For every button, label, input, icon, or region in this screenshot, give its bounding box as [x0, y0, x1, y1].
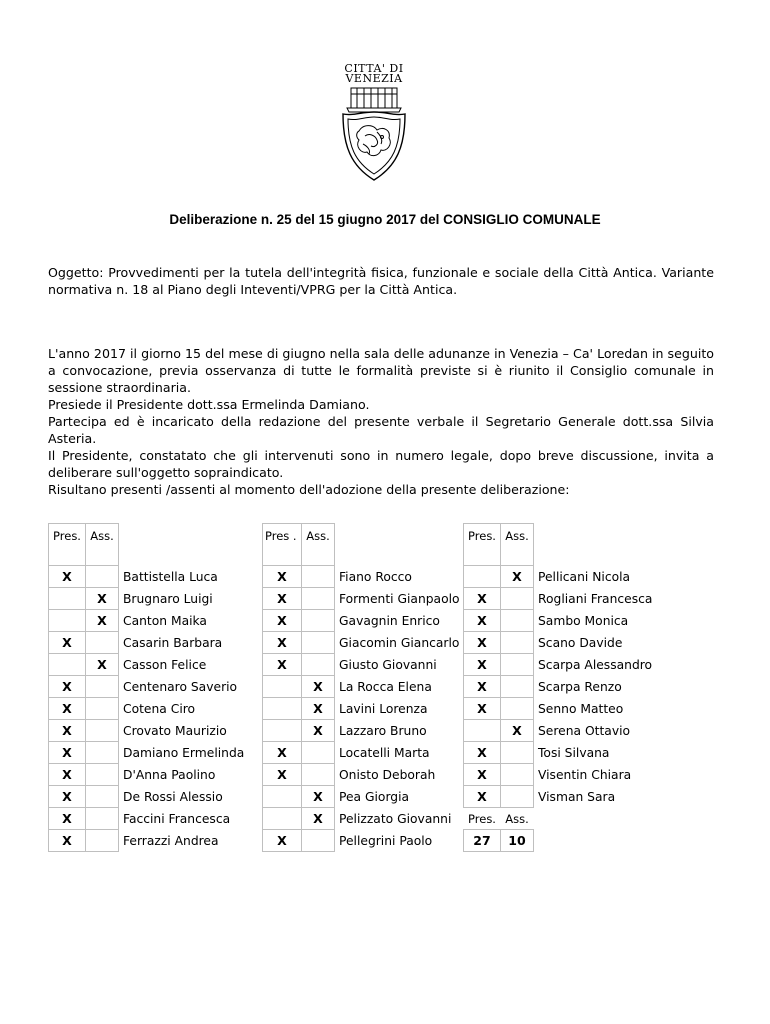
- table-row: [464, 676, 668, 698]
- total-present: 27: [464, 830, 501, 852]
- absent-mark: [501, 654, 534, 676]
- header-pres: Pres.: [49, 524, 86, 566]
- table-row: [263, 632, 469, 654]
- councillor-name: Locatelli Marta: [339, 745, 430, 760]
- total-absent: 10: [501, 830, 534, 852]
- councillor-name: Serena Ottavio: [538, 723, 631, 738]
- table-header-row: [464, 524, 668, 566]
- attendance-intro: Risultano presenti /assenti al momento dell'adozione della presente deliberazione:: [48, 482, 570, 497]
- table-row: [263, 742, 469, 764]
- table-row: [263, 830, 469, 852]
- present-mark: X: [49, 632, 86, 654]
- absent-mark: [86, 632, 119, 654]
- header-ass: Ass.: [501, 524, 534, 566]
- councillor-name: Ferrazzi Andrea: [123, 833, 219, 848]
- present-mark: X: [49, 830, 86, 852]
- absent-mark: [501, 764, 534, 786]
- totals-pres-label: Pres.: [468, 811, 496, 826]
- absent-mark: [501, 632, 534, 654]
- header-name-blank: [335, 524, 469, 566]
- table-header-row: [263, 524, 469, 566]
- councillor-name: Gavagnin Enrico: [339, 613, 440, 628]
- present-mark: [464, 566, 501, 588]
- councillor-name: Lazzaro Bruno: [339, 723, 427, 738]
- present-mark: X: [263, 742, 302, 764]
- subject-paragraph: Oggetto: Provvedimenti per la tutela dell'integrità fisica, funzionale e sociale della Città Antica. Variante normativa n. 18 al Piano degli Inteventi/VPRG per la Città Antica.: [48, 265, 714, 297]
- totals-row: [464, 830, 668, 852]
- header-pres: Pres.: [464, 524, 501, 566]
- councillor-name: Pellicani Nicola: [538, 569, 631, 584]
- present-mark: X: [263, 830, 302, 852]
- crest-shield-icon: [337, 86, 411, 182]
- councillor-name: Lavini Lorenza: [339, 701, 428, 716]
- document-title: Deliberazione n. 25 del 15 giugno 2017 del CONSIGLIO COMUNALE: [169, 212, 601, 227]
- councillor-name: Scano Davide: [538, 635, 623, 650]
- present-mark: X: [49, 720, 86, 742]
- present-mark: X: [263, 566, 302, 588]
- councillor-name: Giusto Giovanni: [339, 657, 437, 672]
- absent-mark: X: [302, 698, 335, 720]
- table-row: [464, 764, 668, 786]
- crest-wordmark: [337, 64, 411, 84]
- absent-mark: [501, 786, 534, 808]
- councillor-name: La Rocca Elena: [339, 679, 432, 694]
- councillor-name: D'Anna Paolino: [123, 767, 216, 782]
- table-row: [49, 566, 253, 588]
- councillor-name: Rogliani Francesca: [538, 591, 653, 606]
- totals-ass-label: Ass.: [505, 811, 529, 826]
- present-mark: [49, 610, 86, 632]
- councillor-name: Visman Sara: [538, 789, 616, 804]
- present-mark: [263, 676, 302, 698]
- table-row: [263, 610, 469, 632]
- councillor-name: Tosi Silvana: [538, 745, 610, 760]
- absent-mark: [86, 720, 119, 742]
- table-row: [263, 654, 469, 676]
- absent-mark: [86, 830, 119, 852]
- councillor-name: Formenti Gianpaolo: [339, 591, 460, 606]
- absent-mark: X: [86, 610, 119, 632]
- present-mark: X: [263, 632, 302, 654]
- present-mark: [49, 654, 86, 676]
- table-row: [49, 588, 253, 610]
- table-row: [263, 808, 469, 830]
- absent-mark: [501, 610, 534, 632]
- table-row: [49, 830, 253, 852]
- table-row: [49, 698, 253, 720]
- councillor-name: Casarin Barbara: [123, 635, 223, 650]
- councillor-name: Faccini Francesca: [123, 811, 231, 826]
- present-mark: X: [49, 808, 86, 830]
- absent-mark: [302, 830, 335, 852]
- table-row: [49, 676, 253, 698]
- councillor-name: De Rossi Alessio: [123, 789, 223, 804]
- present-mark: X: [464, 632, 501, 654]
- crest-line-2: VENEZIA: [345, 72, 403, 85]
- table-row: [464, 742, 668, 764]
- absent-mark: [86, 764, 119, 786]
- present-mark: X: [464, 588, 501, 610]
- header-ass: Ass.: [302, 524, 335, 566]
- present-mark: X: [49, 742, 86, 764]
- absent-mark: [86, 742, 119, 764]
- absent-mark: [302, 654, 335, 676]
- councillor-name: Casson Felice: [123, 657, 207, 672]
- present-mark: X: [464, 676, 501, 698]
- present-mark: X: [49, 698, 86, 720]
- absent-mark: [501, 698, 534, 720]
- table-header-row: [49, 524, 253, 566]
- header-name-blank: [119, 524, 253, 566]
- absent-mark: [86, 566, 119, 588]
- absent-mark: X: [501, 720, 534, 742]
- absent-mark: X: [302, 786, 335, 808]
- councillor-name: Visentin Chiara: [538, 767, 632, 782]
- present-mark: [464, 720, 501, 742]
- attendance-table-2: [262, 523, 469, 852]
- table-row: [263, 588, 469, 610]
- councillor-name: Battistella Luca: [123, 569, 218, 584]
- absent-mark: X: [86, 654, 119, 676]
- present-mark: [49, 588, 86, 610]
- table-row: [263, 764, 469, 786]
- councillor-name: Pellegrini Paolo: [339, 833, 433, 848]
- councillor-name: Senno Matteo: [538, 701, 624, 716]
- present-mark: X: [49, 566, 86, 588]
- table-row: [464, 632, 668, 654]
- present-mark: [263, 808, 302, 830]
- table-row: [263, 786, 469, 808]
- absent-mark: [302, 742, 335, 764]
- president-line: Presiede il Presidente dott.ssa Ermelinda Damiano.: [48, 397, 370, 412]
- absent-mark: X: [302, 720, 335, 742]
- absent-mark: [302, 764, 335, 786]
- present-mark: X: [464, 654, 501, 676]
- totals-label-row: [464, 808, 668, 830]
- table-row: [263, 698, 469, 720]
- present-mark: [263, 698, 302, 720]
- totals-blank: [534, 830, 668, 852]
- absent-mark: [86, 786, 119, 808]
- secretary-paragraph: Partecipa ed è incaricato della redazione del presente verbale il Segretario Generale dott.ssa Silvia Asteria.: [48, 414, 714, 446]
- absent-mark: [501, 588, 534, 610]
- table-row: [49, 786, 253, 808]
- table-row: [464, 720, 668, 742]
- councillor-name: Scarpa Renzo: [538, 679, 622, 694]
- absent-mark: [501, 676, 534, 698]
- present-mark: X: [464, 742, 501, 764]
- attendance-table-1: [48, 523, 253, 852]
- session-paragraph: L'anno 2017 il giorno 15 del mese di giugno nella sala delle adunanze in Venezia – Ca' Loredan in seguito a convocazione, previa osservanza di tutte le formalità previste si è riunito il Consiglio comunale in sessione straordinaria.: [48, 346, 714, 395]
- present-mark: X: [464, 764, 501, 786]
- table-row: [464, 786, 668, 808]
- absent-mark: [86, 698, 119, 720]
- attendance-table-3: [463, 523, 668, 852]
- councillor-name: Giacomin Giancarlo: [339, 635, 460, 650]
- table-row: [263, 676, 469, 698]
- present-mark: X: [49, 764, 86, 786]
- present-mark: X: [263, 588, 302, 610]
- body-text: [48, 345, 714, 498]
- header-name-blank: [534, 524, 668, 566]
- table-row: [49, 808, 253, 830]
- table-row: [49, 764, 253, 786]
- absent-mark: X: [302, 676, 335, 698]
- councillor-name: Sambo Monica: [538, 613, 629, 628]
- councillor-name: Onisto Deborah: [339, 767, 436, 782]
- absent-mark: X: [302, 808, 335, 830]
- table-row: [49, 720, 253, 742]
- councillor-name: Centenaro Saverio: [123, 679, 238, 694]
- table-row: [263, 720, 469, 742]
- absent-mark: [302, 610, 335, 632]
- present-mark: X: [263, 764, 302, 786]
- table-row: [464, 654, 668, 676]
- present-mark: X: [464, 698, 501, 720]
- table-row: [49, 742, 253, 764]
- councillor-name: Pea Giorgia: [339, 789, 410, 804]
- absent-mark: [501, 742, 534, 764]
- present-mark: X: [263, 610, 302, 632]
- councillor-name: Fiano Rocco: [339, 569, 412, 584]
- city-crest: [337, 64, 411, 182]
- councillor-name: Damiano Ermelinda: [123, 745, 245, 760]
- absent-mark: [302, 588, 335, 610]
- present-mark: [263, 720, 302, 742]
- header-ass: Ass.: [86, 524, 119, 566]
- absent-mark: [302, 566, 335, 588]
- quorum-paragraph: Il Presidente, constatato che gli intervenuti sono in numero legale, dopo breve discussione, invita a deliberare sull'oggetto sopraindicato.: [48, 448, 714, 480]
- table-row: [464, 610, 668, 632]
- absent-mark: [302, 632, 335, 654]
- header-pres: Pres .: [263, 524, 302, 566]
- present-mark: X: [464, 786, 501, 808]
- councillor-name: Cotena Ciro: [123, 701, 196, 716]
- councillor-name: Crovato Maurizio: [123, 723, 227, 738]
- table-row: [464, 588, 668, 610]
- table-row: [464, 566, 668, 588]
- table-row: [49, 654, 253, 676]
- present-mark: [263, 786, 302, 808]
- totals-blank: [534, 808, 668, 830]
- councillor-name: Brugnaro Luigi: [123, 591, 213, 606]
- councillor-name: Scarpa Alessandro: [538, 657, 653, 672]
- crest-line-1: CITTA' DI: [344, 62, 404, 75]
- absent-mark: [86, 676, 119, 698]
- councillor-name: Canton Maika: [123, 613, 207, 628]
- table-row: [49, 610, 253, 632]
- councillor-name: Pelizzato Giovanni: [339, 811, 452, 826]
- absent-mark: X: [501, 566, 534, 588]
- absent-mark: [86, 808, 119, 830]
- present-mark: X: [49, 786, 86, 808]
- table-row: [263, 566, 469, 588]
- present-mark: X: [263, 654, 302, 676]
- absent-mark: X: [86, 588, 119, 610]
- table-row: [464, 698, 668, 720]
- present-mark: X: [464, 610, 501, 632]
- table-row: [49, 632, 253, 654]
- present-mark: X: [49, 676, 86, 698]
